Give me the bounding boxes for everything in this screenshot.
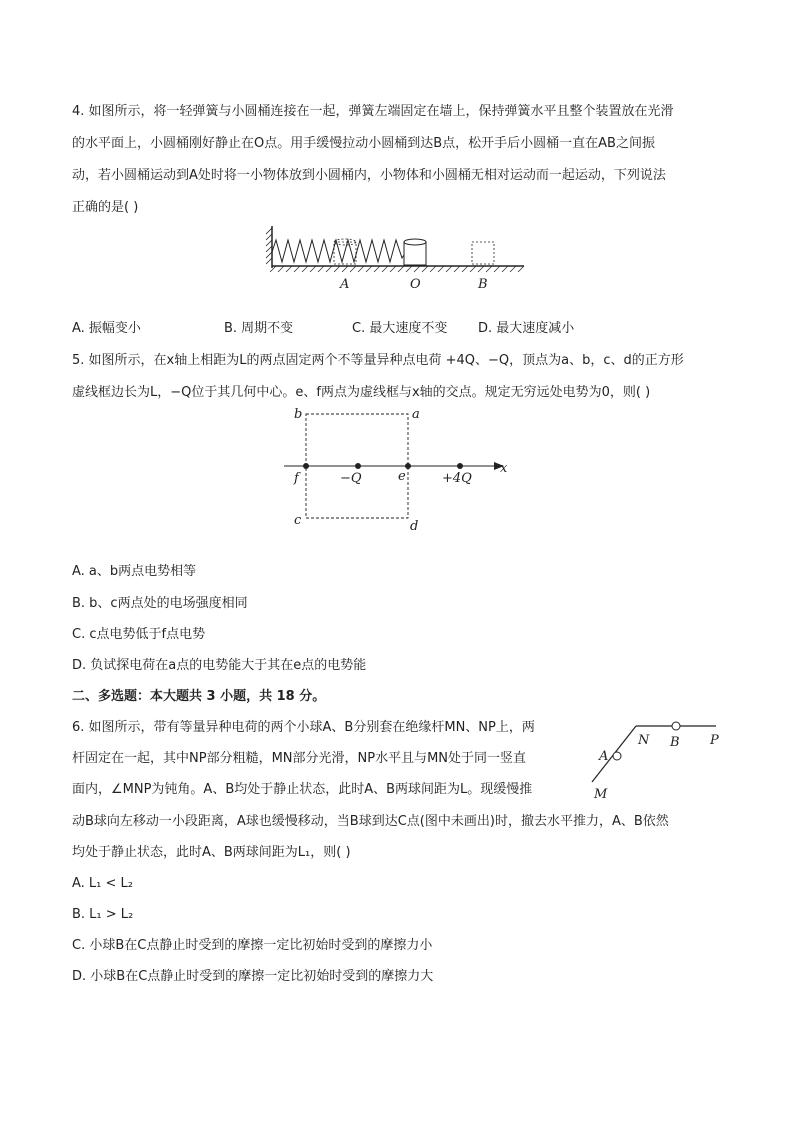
point-e (405, 463, 411, 469)
q4-line-3: 动，若小圆桶运动到A处时将一小物体放到小圆桶内，小物体和小圆桶无相对运动而一起运动，下列说法 (72, 168, 666, 183)
q4-option-d[interactable]: D. 最大速度减小 (478, 321, 575, 336)
q4-spring-figure (262, 218, 532, 298)
label-b: B (478, 277, 488, 292)
q6-line-4: 动B球向左移动一小段距离，A球也缓慢移动，当B球到达C点(图中未画出)时，撤去水平推力，A、B依然 (72, 814, 669, 829)
label-n: N (638, 733, 650, 748)
label-x: x (500, 461, 508, 476)
label-m: M (594, 787, 608, 802)
q6-rod-figure (590, 716, 730, 802)
label-b: B (670, 735, 680, 750)
q4-option-c[interactable]: C. 最大速度不变 (352, 321, 448, 336)
q6-option-b[interactable]: B. L₁ > L₂ (72, 907, 134, 922)
label-a: A (340, 277, 350, 292)
q5-line-2: 虚线框边长为L，−Q位于其几何中心。e、f两点为虚线框与x轴的交点。规定无穷远处电势为0，则( ) (72, 385, 651, 400)
q4-option-a[interactable]: A. 振幅变小 (72, 321, 141, 336)
q4-line-4: 正确的是( ) (72, 200, 139, 215)
label-pos-4q: +4Q (442, 471, 472, 486)
label-c: c (294, 513, 302, 528)
charge-pos-4q (457, 463, 463, 469)
label-f: f (294, 471, 299, 486)
q5-option-c[interactable]: C. c点电势低于f点电势 (72, 627, 206, 642)
q6-line-2: 杆固定在一起，其中NP部分粗糙，MN部分光滑，NP水平且与MN处于同一竖直 (72, 751, 527, 766)
q6-option-a[interactable]: A. L₁ < L₂ (72, 876, 133, 891)
q6-option-d[interactable]: D. 小球B在C点静止时受到的摩擦一定比初始时受到的摩擦力大 (72, 969, 434, 984)
q5-option-b[interactable]: B. b、c两点处的电场强度相同 (72, 596, 248, 611)
label-b: b (294, 407, 303, 422)
q6-line-1: 6. 如图所示，带有等量异种电荷的两个小球A、B分别套在绝缘杆MN、NP上，两 (72, 720, 535, 735)
label-a: a (412, 407, 420, 422)
label-e: e (398, 469, 406, 484)
spring (272, 240, 406, 262)
q5-option-d[interactable]: D. 负试探电荷在a点的电势能大于其在e点的电势能 (72, 658, 367, 673)
ball-b (672, 722, 680, 730)
point-f (303, 463, 309, 469)
charge-neg-q (355, 463, 361, 469)
q5-charge-figure (280, 402, 520, 532)
q6-line-3: 面内，∠MNP为钝角。A、B均处于静止状态，此时A、B两球间距为L。现缓慢推 (72, 782, 533, 797)
cylinder-at-b (472, 242, 494, 264)
cylinder-at-o (404, 239, 426, 265)
label-d: d (410, 519, 419, 532)
q4-line-2: 的水平面上，小圆桶刚好静止在O点。用手缓慢拉动小圆桶到达B点，松开手后小圆桶一直在AB之间振 (72, 136, 655, 151)
label-o: O (410, 277, 421, 292)
label-p: P (710, 733, 719, 748)
q5-option-a[interactable]: A. a、b两点电势相等 (72, 564, 197, 579)
q4-options (72, 319, 632, 339)
label-a: A (599, 749, 609, 764)
q4-option-b[interactable]: B. 周期不变 (224, 321, 294, 336)
q6-line-5: 均处于静止状态，此时A、B两球间距为L₁，则( ) (72, 845, 351, 860)
q6-option-c[interactable]: C. 小球B在C点静止时受到的摩擦一定比初始时受到的摩擦力小 (72, 938, 433, 953)
ball-a (613, 752, 621, 760)
q4-line-1: 4. 如图所示，将一轻弹簧与小圆桶连接在一起，弹簧左端固定在墙上，保持弹簧水平且整个装置放在光滑 (72, 104, 674, 119)
q5-line-1: 5. 如图所示，在x轴上相距为L的两点固定两个不等量异种点电荷 +4Q、−Q，顶点为a、b，c、d的正方形 (72, 353, 684, 368)
label-neg-q: −Q (340, 471, 362, 486)
section-heading: 二、多选题：本大题共 3 小题，共 18 分。 (72, 689, 326, 704)
